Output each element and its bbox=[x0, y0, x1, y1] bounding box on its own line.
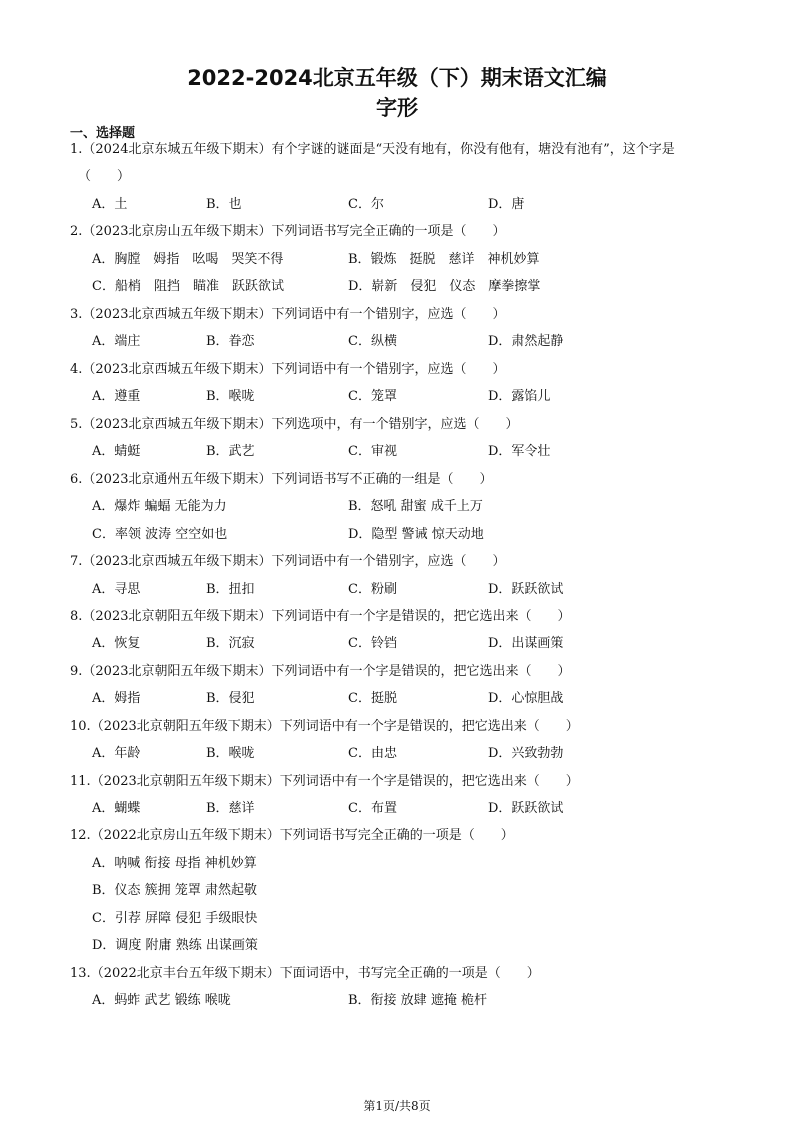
option: A．年龄 bbox=[92, 746, 141, 761]
option: C．铃铛 bbox=[348, 636, 397, 651]
option: D．出谋画策 bbox=[488, 636, 564, 651]
option: D．跃跃欲试 bbox=[488, 582, 564, 597]
question-8: 8.（2023北京朝阳五年级下期末）下列词语中有一个字是错误的，把它选出来（ ） bbox=[70, 609, 571, 624]
option: B．武艺 bbox=[206, 444, 255, 459]
question-3: 3.（2023北京西城五年级下期末）下列词语中有一个错别字，应选（ ） bbox=[70, 307, 506, 322]
option: B．仪态 簇拥 笼罩 肃然起敬 bbox=[92, 883, 257, 898]
question-12: 12.（2022北京房山五年级下期末）下列词语书写完全正确的一项是（ ） bbox=[70, 828, 514, 843]
option: A．蚂蚱 武艺 锻练 喉咙 bbox=[92, 993, 231, 1008]
question-7: 7.（2023北京西城五年级下期末）下列词语中有一个错别字，应选（ ） bbox=[70, 554, 506, 569]
question-5: 5.（2023北京西城五年级下期末）下列选项中，有一个错别字，应选（ ） bbox=[70, 417, 519, 432]
option: C．审视 bbox=[348, 444, 397, 459]
option: D．兴致勃勃 bbox=[488, 746, 564, 761]
question-9: 9.（2023北京朝阳五年级下期末）下列词语中有一个字是错误的，把它选出来（ ） bbox=[70, 664, 571, 679]
option: D．露馅儿 bbox=[488, 389, 551, 404]
page-number: 第1页/共8页 bbox=[363, 1099, 431, 1113]
document-title: 2022-2024北京五年级（下）期末语文汇编 bbox=[187, 66, 607, 90]
option: C．粉刷 bbox=[348, 582, 397, 597]
question-4: 4.（2023北京西城五年级下期末）下列词语中有一个错别字，应选（ ） bbox=[70, 362, 506, 377]
option: C．笼罩 bbox=[348, 389, 397, 404]
question-1: 1.（2024北京东城五年级下期末）有个字谜的谜面是“天没有地有，你没有他有，塘没有池有”，这个字是 bbox=[70, 142, 675, 157]
option: C．纵横 bbox=[348, 334, 397, 349]
option: A．恢复 bbox=[92, 636, 141, 651]
option: B．侵犯 bbox=[206, 691, 255, 706]
option: B．喉咙 bbox=[206, 746, 255, 761]
option: D．调度 附庸 熟练 出谋画策 bbox=[92, 938, 258, 953]
option: C．挺脱 bbox=[348, 691, 397, 706]
question-13: 13.（2022北京丰台五年级下期末）下面词语中，书写完全正确的一项是（ ） bbox=[70, 966, 540, 981]
option: B．衔接 放肆 遮掩 桅杆 bbox=[348, 993, 487, 1008]
option: C．引荐 屏障 侵犯 手级眼快 bbox=[92, 911, 258, 926]
option: C．布置 bbox=[348, 801, 397, 816]
option: B．眷恋 bbox=[206, 334, 255, 349]
option: D．崭新 侵犯 仪态 摩拳擦掌 bbox=[348, 279, 541, 294]
option: D．隐型 警诫 惊天动地 bbox=[348, 527, 484, 542]
option: C．由忠 bbox=[348, 746, 397, 761]
option: A．爆炸 蝙蝠 无能为力 bbox=[92, 499, 227, 514]
option: A．端庄 bbox=[92, 334, 141, 349]
option: A．蝴蝶 bbox=[92, 801, 141, 816]
option: A．土 bbox=[92, 197, 128, 212]
option: B．扭扣 bbox=[206, 582, 255, 597]
option: A．姆指 bbox=[92, 691, 141, 706]
option: B．慈详 bbox=[206, 801, 255, 816]
option: B．也 bbox=[206, 197, 242, 212]
question-6: 6.（2023北京通州五年级下期末）下列词语书写不正确的一组是（ ） bbox=[70, 472, 493, 487]
document-subtitle: 字形 bbox=[376, 96, 418, 120]
option: A．胸膛 姆指 吆喝 哭笑不得 bbox=[92, 252, 284, 267]
option: C．船梢 阻挡 瞄准 跃跃欲试 bbox=[92, 279, 284, 294]
option: B．怒吼 甜蜜 成千上万 bbox=[348, 499, 483, 514]
question-11: 11.（2023北京朝阳五年级下期末）下列词语中有一个字是错误的，把它选出来（ ） bbox=[70, 774, 579, 789]
option: D．唐 bbox=[488, 197, 525, 212]
section-heading: 一、选择题 bbox=[70, 126, 136, 141]
option: A．呐喊 衔接 母指 神机妙算 bbox=[92, 856, 257, 871]
option: D．军令壮 bbox=[488, 444, 551, 459]
option: C．尔 bbox=[348, 197, 384, 212]
option: D．跃跃欲试 bbox=[488, 801, 564, 816]
option: D．心惊胆战 bbox=[488, 691, 564, 706]
option: C．率领 波涛 空空如也 bbox=[92, 527, 228, 542]
option: A．遵重 bbox=[92, 389, 141, 404]
option: D．肃然起静 bbox=[488, 334, 564, 349]
option: A．寻思 bbox=[92, 582, 141, 597]
option: B．锻炼 挺脱 慈详 神机妙算 bbox=[348, 252, 540, 267]
question-2: 2.（2023北京房山五年级下期末）下列词语书写完全正确的一项是（ ） bbox=[70, 224, 506, 239]
option: B．喉咙 bbox=[206, 389, 255, 404]
question-1-paren: （ ） bbox=[78, 169, 131, 184]
option: A．蜻蜓 bbox=[92, 444, 141, 459]
question-10: 10.（2023北京朝阳五年级下期末）下列词语中有一个字是错误的，把它选出来（ ） bbox=[70, 719, 579, 734]
option: B．沉寂 bbox=[206, 636, 255, 651]
